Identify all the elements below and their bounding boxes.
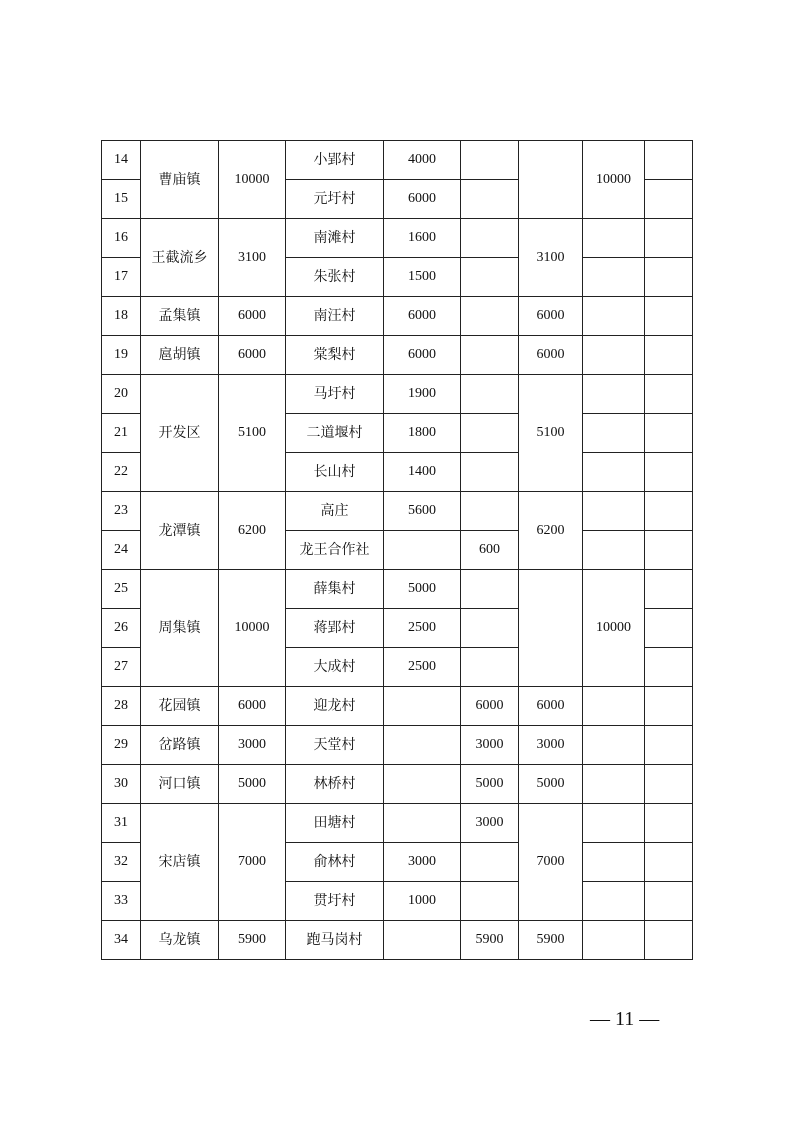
col6-value: [461, 141, 519, 180]
col7-value: 6000: [519, 687, 583, 726]
col5-value: 6000: [384, 180, 461, 219]
row-number: 23: [102, 492, 141, 531]
col9-value: [645, 765, 693, 804]
village-name: 南滩村: [286, 219, 384, 258]
col6-value: 3000: [461, 726, 519, 765]
col5-value: [384, 687, 461, 726]
col6-value: 3000: [461, 804, 519, 843]
col7-value: 6200: [519, 492, 583, 570]
col5-value: 6000: [384, 336, 461, 375]
col9-value: [645, 141, 693, 180]
col9-value: [645, 180, 693, 219]
col7-value: [519, 141, 583, 219]
col8-value: [583, 336, 645, 375]
col8-value: [583, 492, 645, 531]
town-name: 河口镇: [141, 765, 219, 804]
village-name: 龙王合作社: [286, 531, 384, 570]
table-row: [102, 921, 693, 960]
col8-value: [583, 765, 645, 804]
row-number: 22: [102, 453, 141, 492]
col7-value: 3100: [519, 219, 583, 297]
col8-value: [583, 297, 645, 336]
col9-value: [645, 882, 693, 921]
col8-value: [583, 531, 645, 570]
village-name: 高庄: [286, 492, 384, 531]
village-name: 天堂村: [286, 726, 384, 765]
col8-value: [583, 414, 645, 453]
col8-value: [583, 882, 645, 921]
row-number: 20: [102, 375, 141, 414]
village-name: 田塘村: [286, 804, 384, 843]
col5-value: 3000: [384, 843, 461, 882]
col5-value: 1500: [384, 258, 461, 297]
col8-value: [583, 258, 645, 297]
row-number: 32: [102, 843, 141, 882]
col9-value: [645, 375, 693, 414]
town-total: 5900: [219, 921, 286, 960]
town-name: 花园镇: [141, 687, 219, 726]
col6-value: [461, 414, 519, 453]
village-name: 蒋郢村: [286, 609, 384, 648]
col9-value: [645, 336, 693, 375]
town-name: 乌龙镇: [141, 921, 219, 960]
col6-value: [461, 843, 519, 882]
row-number: 21: [102, 414, 141, 453]
table-row: [102, 375, 693, 414]
col5-value: 1800: [384, 414, 461, 453]
row-number: 24: [102, 531, 141, 570]
town-name: 王截流乡: [141, 219, 219, 297]
village-name: 小郢村: [286, 141, 384, 180]
col7-value: 5900: [519, 921, 583, 960]
col8-value: [583, 921, 645, 960]
col7-value: [519, 570, 583, 687]
village-name: 贯圩村: [286, 882, 384, 921]
col5-value: 2500: [384, 609, 461, 648]
col8-value: 10000: [583, 141, 645, 219]
col8-value: [583, 375, 645, 414]
town-name: 开发区: [141, 375, 219, 492]
col9-value: [645, 297, 693, 336]
table-row: [102, 141, 693, 180]
town-name: 孟集镇: [141, 297, 219, 336]
col6-value: 600: [461, 531, 519, 570]
col9-value: [645, 921, 693, 960]
col5-value: 1600: [384, 219, 461, 258]
col9-value: [645, 726, 693, 765]
col5-value: 5000: [384, 570, 461, 609]
town-name: 龙潭镇: [141, 492, 219, 570]
col6-value: [461, 258, 519, 297]
col8-value: [583, 843, 645, 882]
village-name: 二道堰村: [286, 414, 384, 453]
row-number: 34: [102, 921, 141, 960]
col6-value: 5000: [461, 765, 519, 804]
col7-value: 6000: [519, 336, 583, 375]
table-row: [102, 219, 693, 258]
col6-value: [461, 882, 519, 921]
row-number: 27: [102, 648, 141, 687]
town-total: 6000: [219, 297, 286, 336]
village-name: 林桥村: [286, 765, 384, 804]
col9-value: [645, 258, 693, 297]
col9-value: [645, 219, 693, 258]
col6-value: [461, 297, 519, 336]
village-name: 大成村: [286, 648, 384, 687]
col5-value: [384, 765, 461, 804]
row-number: 28: [102, 687, 141, 726]
col7-value: 3000: [519, 726, 583, 765]
col5-value: [384, 726, 461, 765]
row-number: 33: [102, 882, 141, 921]
col9-value: [645, 414, 693, 453]
col8-value: [583, 219, 645, 258]
col9-value: [645, 492, 693, 531]
col8-value: [583, 453, 645, 492]
table-row: [102, 297, 693, 336]
village-name: 迎龙村: [286, 687, 384, 726]
village-name: 南汪村: [286, 297, 384, 336]
town-name: 周集镇: [141, 570, 219, 687]
col7-value: 6000: [519, 297, 583, 336]
village-name: 朱张村: [286, 258, 384, 297]
col6-value: [461, 648, 519, 687]
village-name: 棠梨村: [286, 336, 384, 375]
town-name: 岔路镇: [141, 726, 219, 765]
col5-value: [384, 531, 461, 570]
town-total: 3100: [219, 219, 286, 297]
town-total: 5000: [219, 765, 286, 804]
row-number: 25: [102, 570, 141, 609]
col8-value: [583, 804, 645, 843]
row-number: 30: [102, 765, 141, 804]
village-name: 长山村: [286, 453, 384, 492]
table-row: [102, 570, 693, 609]
col6-value: [461, 219, 519, 258]
col6-value: 6000: [461, 687, 519, 726]
town-total: 10000: [219, 570, 286, 687]
col5-value: 1000: [384, 882, 461, 921]
allocation-table: [101, 140, 693, 960]
col5-value: 4000: [384, 141, 461, 180]
table-row: [102, 492, 693, 531]
col9-value: [645, 453, 693, 492]
table-row: [102, 336, 693, 375]
col6-value: [461, 453, 519, 492]
col5-value: 1400: [384, 453, 461, 492]
town-total: 5100: [219, 375, 286, 492]
col6-value: [461, 570, 519, 609]
col6-value: [461, 336, 519, 375]
col6-value: 5900: [461, 921, 519, 960]
col5-value: 6000: [384, 297, 461, 336]
col6-value: [461, 609, 519, 648]
col6-value: [461, 180, 519, 219]
row-number: 31: [102, 804, 141, 843]
col5-value: [384, 921, 461, 960]
row-number: 15: [102, 180, 141, 219]
row-number: 19: [102, 336, 141, 375]
col6-value: [461, 375, 519, 414]
col5-value: [384, 804, 461, 843]
col8-value: [583, 726, 645, 765]
town-total: 10000: [219, 141, 286, 219]
col9-value: [645, 648, 693, 687]
village-name: 元圩村: [286, 180, 384, 219]
table-row: [102, 687, 693, 726]
village-name: 俞林村: [286, 843, 384, 882]
row-number: 26: [102, 609, 141, 648]
col5-value: 1900: [384, 375, 461, 414]
col9-value: [645, 804, 693, 843]
village-name: 跑马岗村: [286, 921, 384, 960]
town-name: 宋店镇: [141, 804, 219, 921]
table-row: [102, 804, 693, 843]
col6-value: [461, 492, 519, 531]
row-number: 16: [102, 219, 141, 258]
town-name: 曹庙镇: [141, 141, 219, 219]
col8-value: [583, 687, 645, 726]
row-number: 14: [102, 141, 141, 180]
town-total: 6200: [219, 492, 286, 570]
col9-value: [645, 531, 693, 570]
table-row: [102, 765, 693, 804]
col8-value: 10000: [583, 570, 645, 687]
village-name: 薛集村: [286, 570, 384, 609]
col9-value: [645, 687, 693, 726]
col5-value: 2500: [384, 648, 461, 687]
row-number: 17: [102, 258, 141, 297]
town-total: 6000: [219, 687, 286, 726]
col7-value: 5100: [519, 375, 583, 492]
page-number: — 11 —: [590, 1008, 660, 1030]
village-name: 马圩村: [286, 375, 384, 414]
col7-value: 7000: [519, 804, 583, 921]
table-row: [102, 726, 693, 765]
town-total: 7000: [219, 804, 286, 921]
row-number: 18: [102, 297, 141, 336]
town-total: 6000: [219, 336, 286, 375]
row-number: 29: [102, 726, 141, 765]
col9-value: [645, 609, 693, 648]
town-name: 扈胡镇: [141, 336, 219, 375]
col5-value: 5600: [384, 492, 461, 531]
col9-value: [645, 843, 693, 882]
col9-value: [645, 570, 693, 609]
town-total: 3000: [219, 726, 286, 765]
col7-value: 5000: [519, 765, 583, 804]
